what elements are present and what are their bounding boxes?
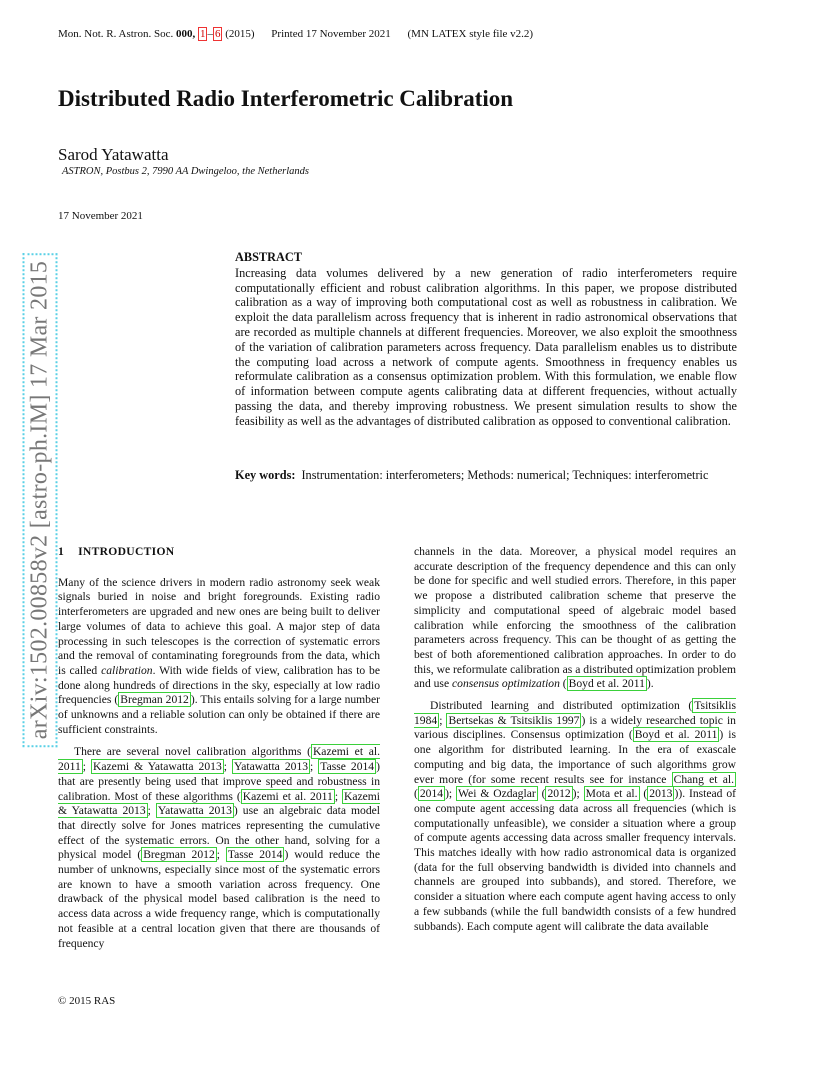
journal-ref xyxy=(58,28,255,40)
journal-name: Mon. Not. R. Astron. Soc. xyxy=(58,28,174,40)
text-span: ; xyxy=(334,789,342,803)
text-span: ( xyxy=(537,787,546,801)
citation-link[interactable]: Mota et al. xyxy=(585,787,638,801)
paragraph xyxy=(58,745,380,951)
text-span: ); xyxy=(445,787,457,801)
author-affiliation: ASTRON, Postbus 2, 7990 AA Dwingeloo, the Netherlands xyxy=(62,166,309,177)
text-span: ; xyxy=(310,760,319,774)
citation-link[interactable]: Bertsekas & Tsitsiklis 1997 xyxy=(448,713,580,727)
citation-link[interactable]: Boyd et al. 2011 xyxy=(568,677,645,691)
text-span: ; xyxy=(216,848,226,862)
citation-link[interactable]: Kazemi & Yatawatta 2013 xyxy=(58,789,381,818)
right-column xyxy=(414,545,736,934)
text-span: ) use an algebraic data model that directly solve for Jones matrices representing the cumulative effect of the systematic errors. On the other hand, solving for a physical model ( xyxy=(58,804,380,862)
citation-link[interactable]: Tasse 2014 xyxy=(227,848,283,862)
citation-link[interactable]: Yatawatta 2013 xyxy=(157,804,232,818)
abstract-text: Increasing data volumes delivered by a new generation of radio interferometers require computationally efficient and robust calibration algorithms. In this paper, we propose distributed calibration as a way of improving both computational cost as well as robustness in calibration. We exploit the data parallelism across frequency that is inherent in radio astronomical observations that are recorded as multiple channels at different frequencies. Moreover, we also exploit the smoothness of the variation of calibration parameters across frequency. Data parallelism enables us to distribute the computing load across a network of compute agents. Smoothness in frequency enables us reformulate calibration as a consensus optimization problem. With this formulation, we enable flow of information between compute agents calibrating data at different frequencies, without actually passing the data, and thereby improving robustness. We present simulation results to show the feasibility as well as the advantages of distributed calibration as opposed to conventional calibration. xyxy=(235,265,737,428)
citation-link[interactable]: Yatawatta 2013 xyxy=(234,760,309,774)
text-span: ) is one algorithm for distributed learning. In the era of exascale computing and big data, the importance of such algorithms grow ever more (for some recent results see for instance xyxy=(414,728,736,786)
left-column xyxy=(58,545,380,951)
style-file: (MN LATEX style file v2.2) xyxy=(407,28,534,40)
citation-link[interactable]: Tsitsiklis 1984 xyxy=(414,699,736,727)
text-span: ; xyxy=(223,760,232,774)
keywords-text: Instrumentation: interferometers; Methods: numerical; Techniques: interferometric xyxy=(301,468,709,482)
volume: 000, xyxy=(175,28,196,40)
text-span: ; xyxy=(147,804,156,818)
section-number: 1 xyxy=(58,545,65,558)
citation-link[interactable]: Kazemi et al. 2011 xyxy=(58,745,380,774)
pages-end-link[interactable]: 6 xyxy=(214,28,221,40)
paper-date: 17 November 2021 xyxy=(58,210,143,222)
text-span: ) is a widely researched topic in various disciplines. Consensus optimization ( xyxy=(414,713,736,742)
citation-link[interactable]: Bregman 2012 xyxy=(120,693,189,707)
author-name: Sarod Yatawatta xyxy=(58,145,169,164)
paper-title: Distributed Radio Interferometric Calibration xyxy=(58,86,514,111)
pages-start-link[interactable]: 1 xyxy=(199,28,206,40)
text-span: Many of the science drivers in modern radio astronomy seek weak signals buried in noise and bright foregrounds. Existing radio interferometers are upgraded and new ones are being built to deliver large volumes of data to achieve this goal. A major step of data processing in such telescopes is the correction of systematic errors and the removal of contaminating foregrounds from the data, which is called xyxy=(58,575,380,677)
citation-link[interactable]: 2012 xyxy=(547,787,571,801)
text-span: ) that are presently being used that improve speed and robustness in calibration. Most of these algorithms ( xyxy=(58,760,380,803)
citation-link[interactable]: 2013 xyxy=(649,787,673,801)
running-header xyxy=(58,28,547,40)
abstract xyxy=(235,250,737,429)
text-span: ( xyxy=(559,677,567,691)
year: (2015) xyxy=(225,28,255,40)
text-span: ( xyxy=(639,787,648,801)
text-span: . With wide fields of view, calibration has to be done along hundreds of directions in the sky, especially at low radio frequencies ( xyxy=(58,663,380,707)
citation-link[interactable]: Wei & Ozdaglar xyxy=(458,787,536,801)
text-span: )). Instead of one compute agent accessing data across all frequencies (which is computationally unfeasible), we consider a situation where a group of compute agents accessing data across smaller frequency intervals. This matches ideally with how radio astronomical data is organized (data for the full observing bandwidth is divided into channels and channels are grouped into subbands), and stored. Therefore, we consider a situation where each compute agent having access to only a few subbands (while the full bandwidth consists of a few hundred subbands). Each compute agent will calibrate the data available xyxy=(414,787,737,933)
text-span: Distributed learning and distributed optimization ( xyxy=(430,699,693,713)
keywords xyxy=(235,468,737,483)
section-title: INTRODUCTION xyxy=(78,545,175,558)
citation-link[interactable]: Tasse 2014 xyxy=(320,760,375,774)
text-span: ). This entails solving for a large number of unknowns and a reliable solution can only be obtained if there are sufficient constraints. xyxy=(58,693,380,736)
text-span: There are several novel calibration algorithms ( xyxy=(74,745,311,759)
text-span: ; xyxy=(439,713,447,727)
text-span: ; xyxy=(82,760,92,774)
paragraph xyxy=(414,699,736,934)
citation-link[interactable]: Kazemi et al. 2011 xyxy=(242,789,333,803)
citation-link[interactable]: Kazemi & Yatawatta 2013 xyxy=(93,760,222,774)
printed-date: Printed 17 November 2021 xyxy=(271,28,391,40)
abstract-heading: ABSTRACT xyxy=(235,250,302,264)
paragraph xyxy=(58,576,380,738)
citation-link[interactable]: Chang et al. xyxy=(673,772,734,786)
citation-link[interactable]: 2014 xyxy=(419,787,444,801)
keywords-label: Key words: xyxy=(235,468,296,482)
pages-sep: – xyxy=(207,28,213,40)
text-span: ( xyxy=(414,787,418,801)
text-span: ). xyxy=(646,677,654,691)
copyright-footer: © 2015 RAS xyxy=(58,995,116,1007)
arxiv-stamp[interactable]: arXiv:1502.00858v2 [astro-ph.IM] 17 Mar 2015 xyxy=(23,253,58,747)
emphasis: consensus optimization xyxy=(452,677,560,691)
emphasis: calibration xyxy=(101,663,153,677)
citation-link[interactable]: Bregman 2012 xyxy=(143,848,215,862)
text-span: ); xyxy=(572,787,584,801)
section-heading xyxy=(58,545,380,560)
text-span: channels in the data. Moreover, a physical model requires an accurate description of the frequency dependence and this can only be done for specific and well studied errors. Therefore, in this paper we propose a distributed calibration scheme that preserve the simplicity and computational speed of algebraic model based calibration while enforcing the smoothness of the calibration parameters across frequency. This can be thought of as getting the best of both aforementioned calibration approaches. In order to do this, we reformulate calibration as a distributed optimization problem and use xyxy=(414,545,736,691)
citation-link[interactable]: Boyd et al. 2011 xyxy=(634,728,718,742)
text-span: ) would reduce the number of unknowns, especially since most of the systematic errors are known to have a smooth variation across frequency. One drawback of the physical model based calibration is the need to access data across a wide frequency range, which is computationally not feasible at a central location given that there are thousands of frequency xyxy=(58,848,380,950)
paragraph xyxy=(414,545,736,692)
